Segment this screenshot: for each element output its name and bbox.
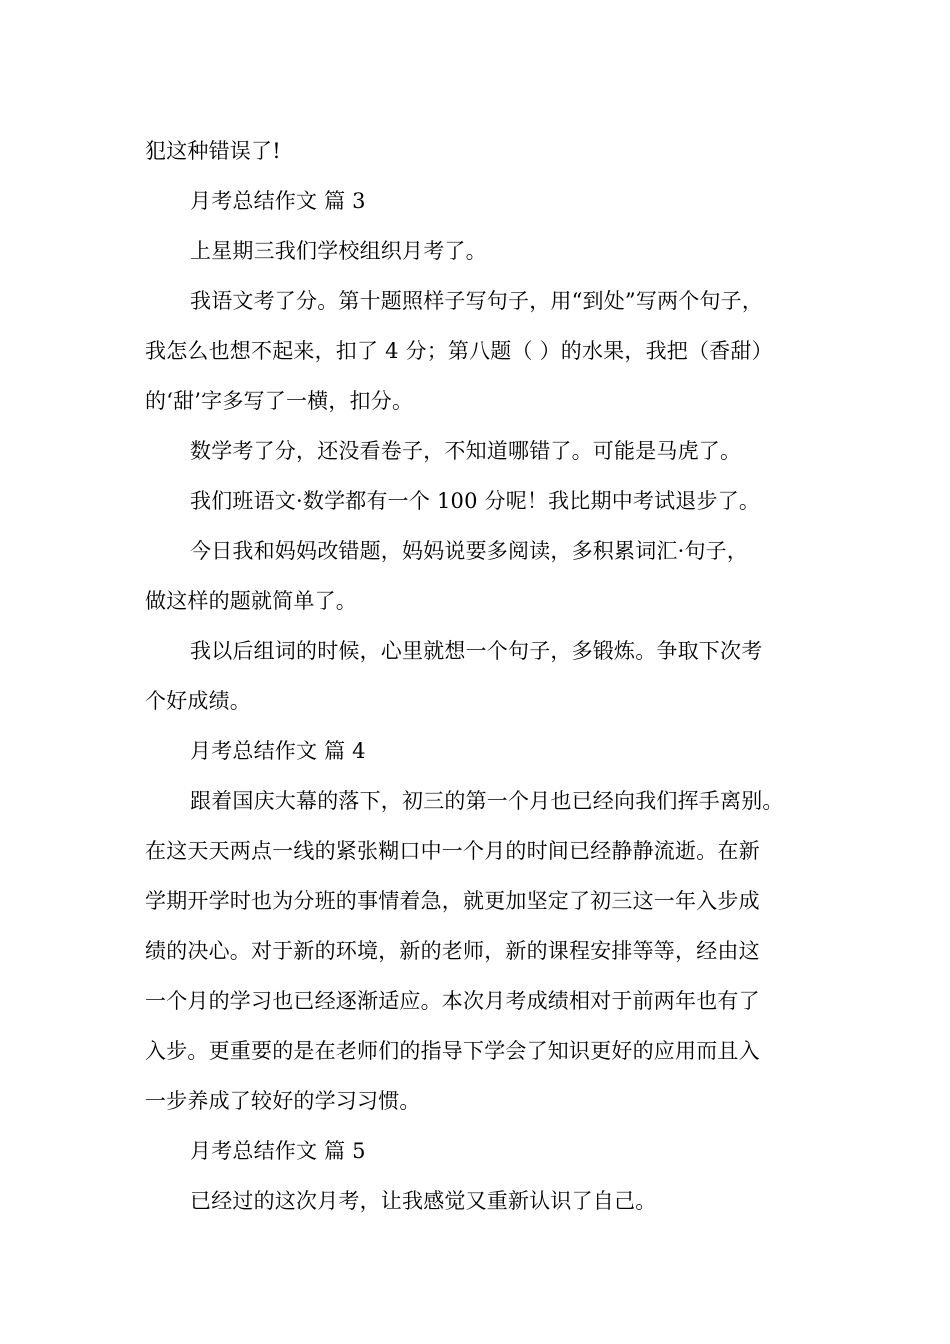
paragraph-line: 在这天天两点一线的紧张糊口中一个月的时间已经静静流逝。在新 <box>145 839 760 863</box>
paragraph-line: 我们班语文·数学都有一个 100 分呢！我比期中考试退步了。 <box>190 489 761 513</box>
paragraph-line: 一步养成了较好的学习习惯。 <box>145 1089 421 1113</box>
paragraph-line: 跟着国庆大幕的落下，初三的第一个月也已经向我们挥手离别。 <box>190 789 784 813</box>
paragraph-line: 数学考了分，还没看卷子，不知道哪错了。可能是马虎了。 <box>190 439 742 463</box>
section-heading: 月考总结作文 篇 4 <box>190 739 366 763</box>
section-heading: 月考总结作文 篇 5 <box>190 1139 366 1163</box>
paragraph-line: 今日我和妈妈改错题，妈妈说要多阅读，多积累词汇·句子， <box>190 539 749 563</box>
paragraph-line: 犯这种错误了! <box>145 139 281 163</box>
paragraph-line: 做这样的题就简单了。 <box>145 589 357 613</box>
paragraph-line: 的‘甜’字多写了一横，扣分。 <box>145 389 414 413</box>
paragraph-line: 已经过的这次月考，让我感觉又重新认识了自己。 <box>190 1189 657 1213</box>
paragraph-line: 学期开学时也为分班的事情着急，就更加坚定了初三这一年入步成 <box>145 889 760 913</box>
paragraph-line: 我怎么也想不起来，扣了 4 分；第八题（ ）的水果，我把（香甜） <box>145 339 773 363</box>
paragraph-line: 入步。更重要的是在老师们的指导下学会了知识更好的应用而且入 <box>145 1039 760 1063</box>
paragraph-line: 我语文考了分。第十题照样子写句子，用“到处”写两个句子， <box>190 289 764 313</box>
section-heading: 月考总结作文 篇 3 <box>190 189 366 213</box>
paragraph-line: 个好成绩。 <box>145 689 251 713</box>
paragraph-line: 一个月的学习也已经逐渐适应。本次月考成绩相对于前两年也有了 <box>145 989 760 1013</box>
paragraph-line: 我以后组词的时候，心里就想一个句子，多锻炼。争取下次考 <box>190 639 763 663</box>
paragraph-line: 绩的决心。对于新的环境，新的老师，新的课程安排等等，经由这 <box>145 939 760 963</box>
paragraph-line: 上星期三我们学校组织月考了。 <box>190 239 487 263</box>
